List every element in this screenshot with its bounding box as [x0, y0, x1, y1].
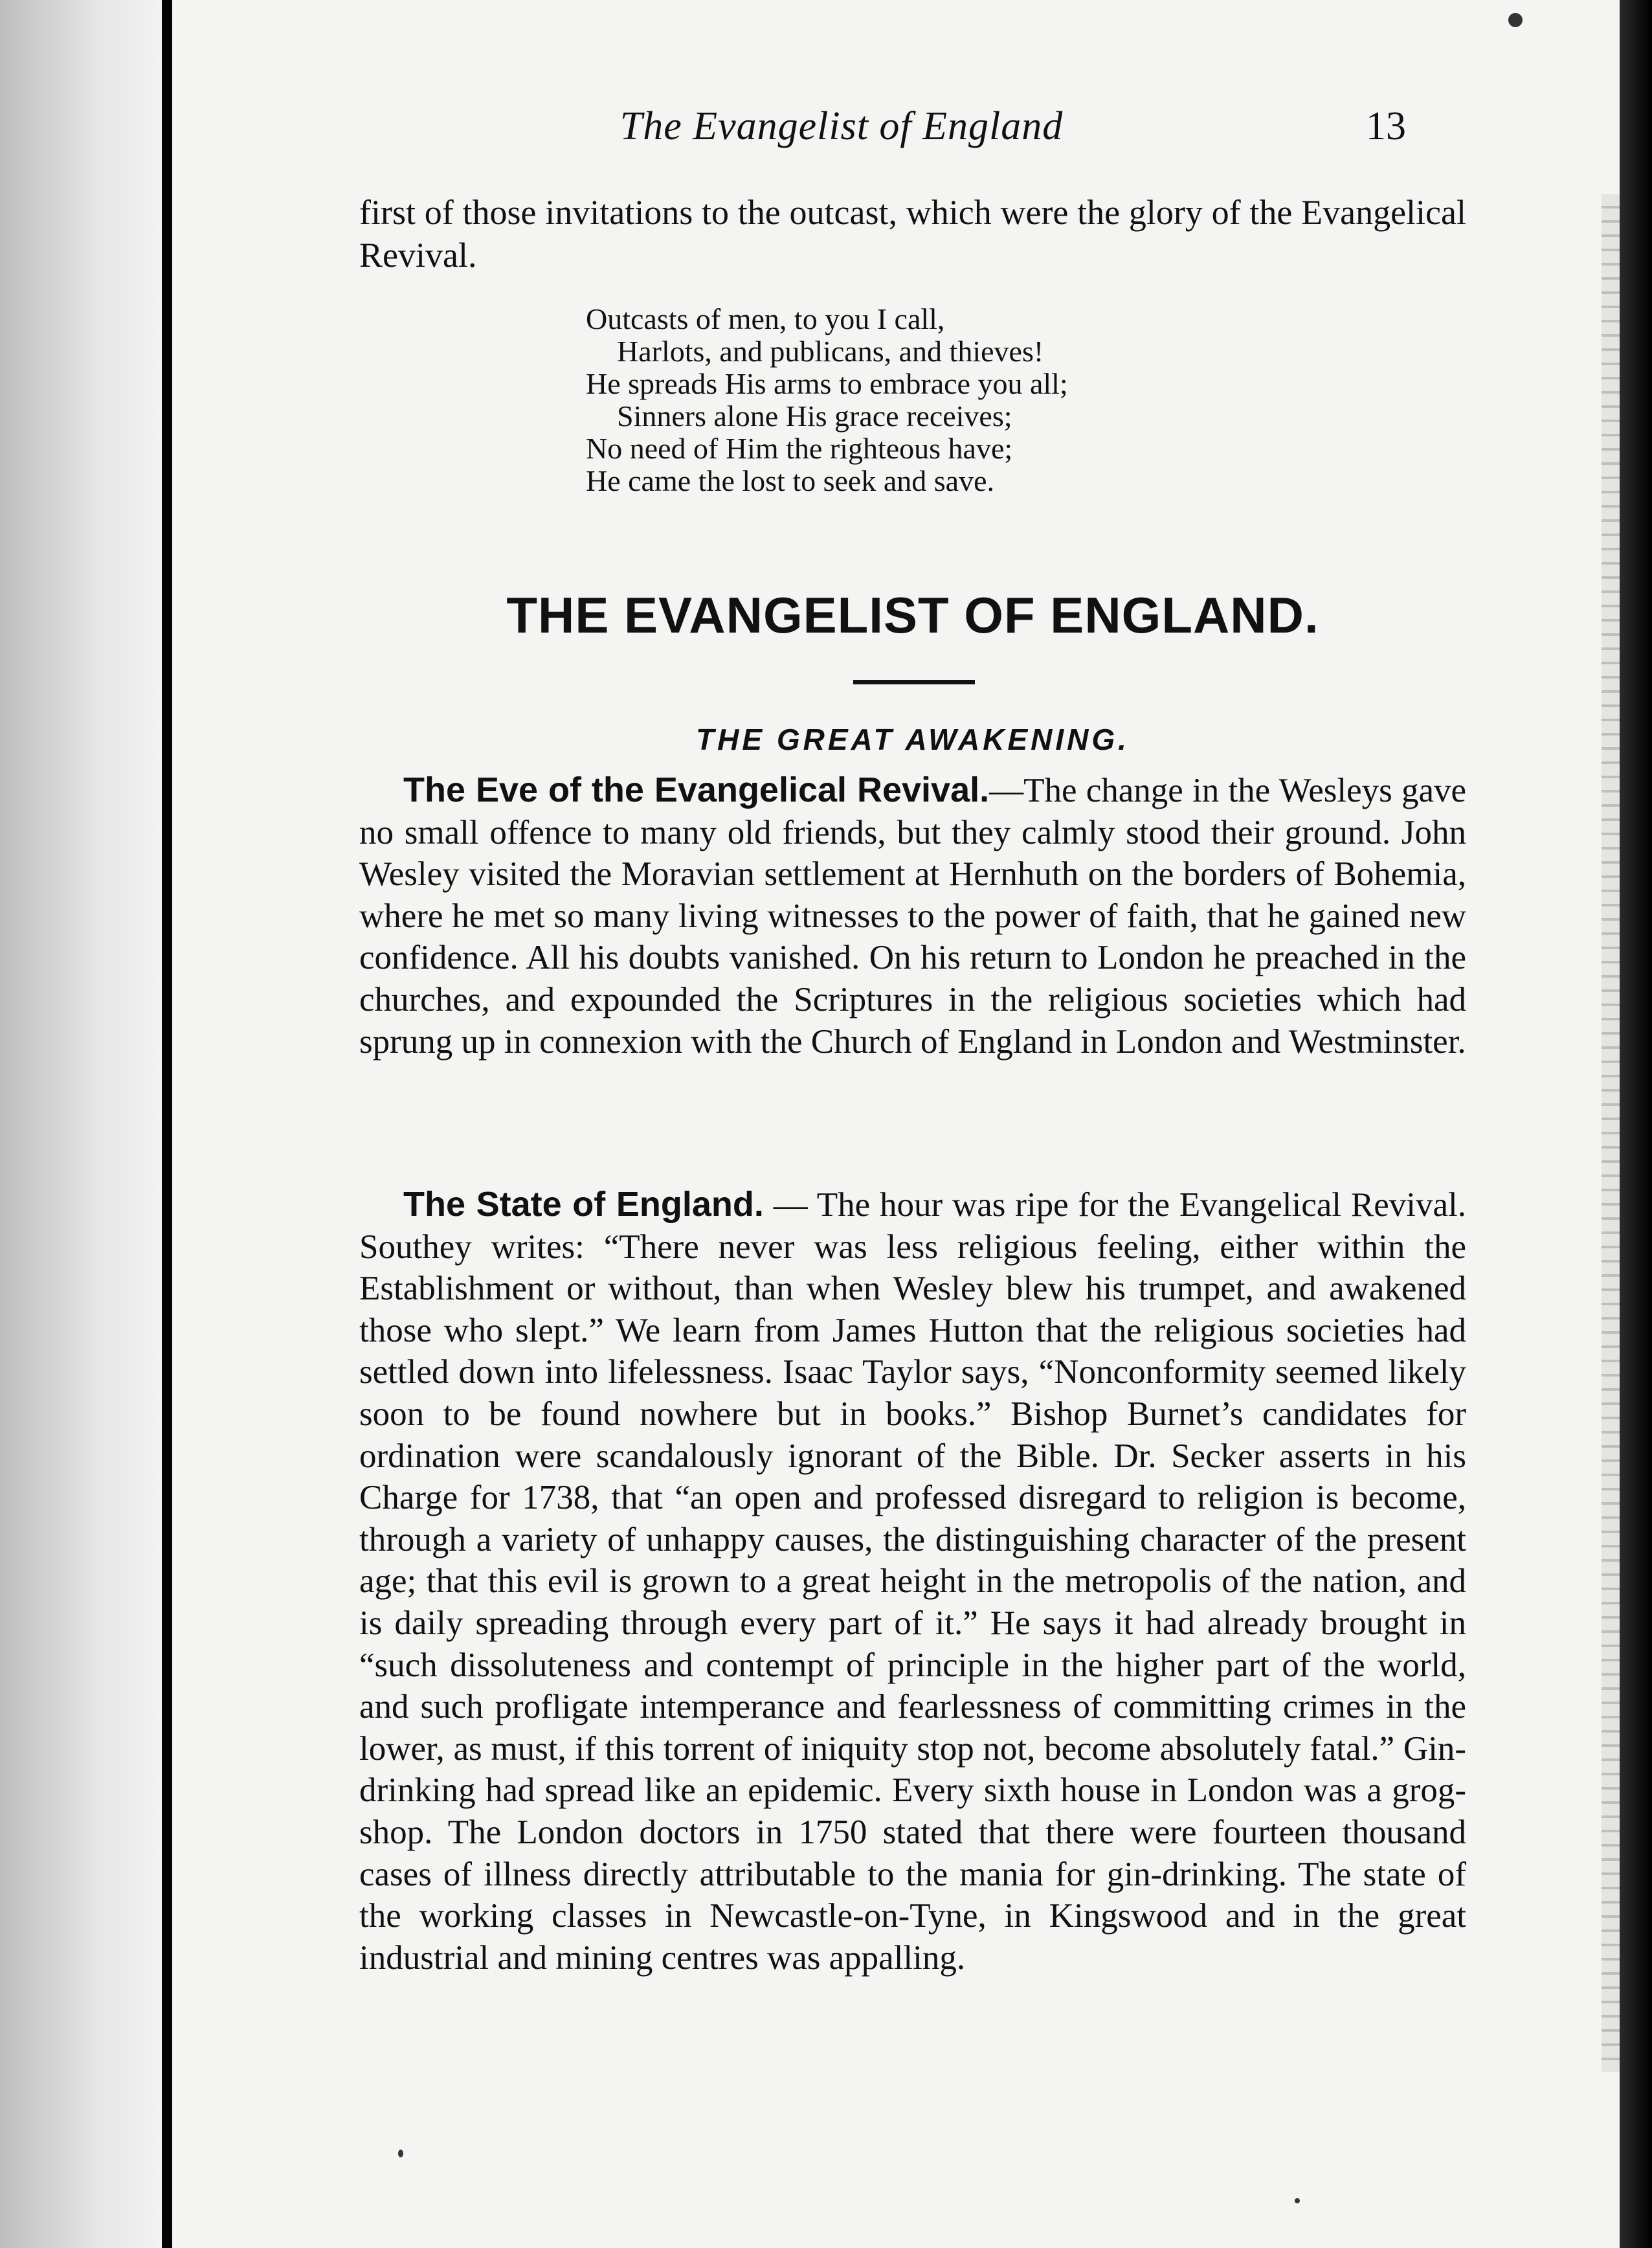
print-speck: [1508, 13, 1523, 27]
poem-line: Harlots, and publicans, and thieves!: [617, 335, 1044, 368]
section-state-of-england: [359, 1184, 1466, 1979]
section-heading: The Eve of the Evangelical Revival.: [403, 770, 990, 809]
poem-line: He came the lost to seek and save.: [586, 464, 994, 497]
hymn-verse: [586, 303, 1068, 497]
book-gutter: [162, 0, 172, 2248]
section-separator: —: [763, 1186, 817, 1224]
book-right-edge: [1620, 0, 1652, 2248]
page-fore-edge: [1602, 194, 1620, 2072]
title-divider: [853, 680, 975, 684]
print-speck: [398, 2150, 403, 2157]
section-body: The hour was ripe for the Evangelical Revival. Southey writes: “There never was less religious feeling, either within the Establishment or without, than when Wesley blew his trumpet, and awakened those who slept.” We learn from James Hutton that the religious societies had settled down into lifelessness. Isaac Taylor says, “Nonconformity seemed likely soon to be found nowhere but in books.” Bishop Burnet’s candidates for ordination were scandalously ignorant of the Bible. Dr. Secker asserts in his Charge for 1738, that “an open and professed disregard to religion is become, through a variety of unhappy causes, the distinguishing character of the present age; that this evil is grown to a great height in the metropolis of the nation, and is daily spreading through every part of it.” He says it had already brought in “such dissoluteness and contempt of principle in the higher part of the world, and such profligate intemperance and fearlessness of committing crimes in the lower, as must, if this torrent of iniquity stop not, become absolutely fatal.” Gin-drinking had spread like an epidemic. Every sixth house in London was a grog-shop. The London doctors in 1750 stated that there were fourteen thousand cases of illness directly attributable to the mania for gin-drinking. The state of the working classes in Newcastle-on-Tyne, in Kingswood and in the great industrial and mining centres was appalling.: [359, 1186, 1466, 1977]
adjacent-page-edge: [0, 0, 168, 2248]
poem-line: No need of Him the righteous have;: [586, 432, 1013, 465]
section-separator: —: [989, 772, 1024, 809]
poem-line: Sinners alone His grace receives;: [617, 399, 1012, 433]
page-number: 13: [1366, 104, 1406, 148]
intro-paragraph: first of those invitations to the outcast, which were the glory of the Evangelical Revival.: [359, 193, 1466, 275]
section-eve-of-revival: [359, 769, 1466, 1062]
poem-line: He spreads His arms to embrace you all;: [586, 367, 1068, 400]
print-speck: [1295, 2198, 1300, 2203]
section-body: The change in the Wesleys gave no small offence to many old friends, but they calmly stood their ground. John Wesley visited the Moravian settlement at Hernhuth on the borders of Bohemia, where he met so many living witnesses to the power of faith, that he gained new confidence. All his doubts vanished. On his return to London he preached in the churches, and expounded the Scriptures in the religious societies which had sprung up in connexion with the Church of England in London and Westminster.: [359, 772, 1466, 1061]
chapter-title: THE EVANGELIST OF ENGLAND.: [506, 587, 1319, 644]
running-head: The Evangelist of England: [620, 104, 1064, 148]
section-heading: The State of England.: [403, 1185, 764, 1224]
chapter-subtitle: THE GREAT AWAKENING.: [696, 723, 1130, 756]
poem-line: Outcasts of men, to you I call,: [586, 302, 945, 335]
